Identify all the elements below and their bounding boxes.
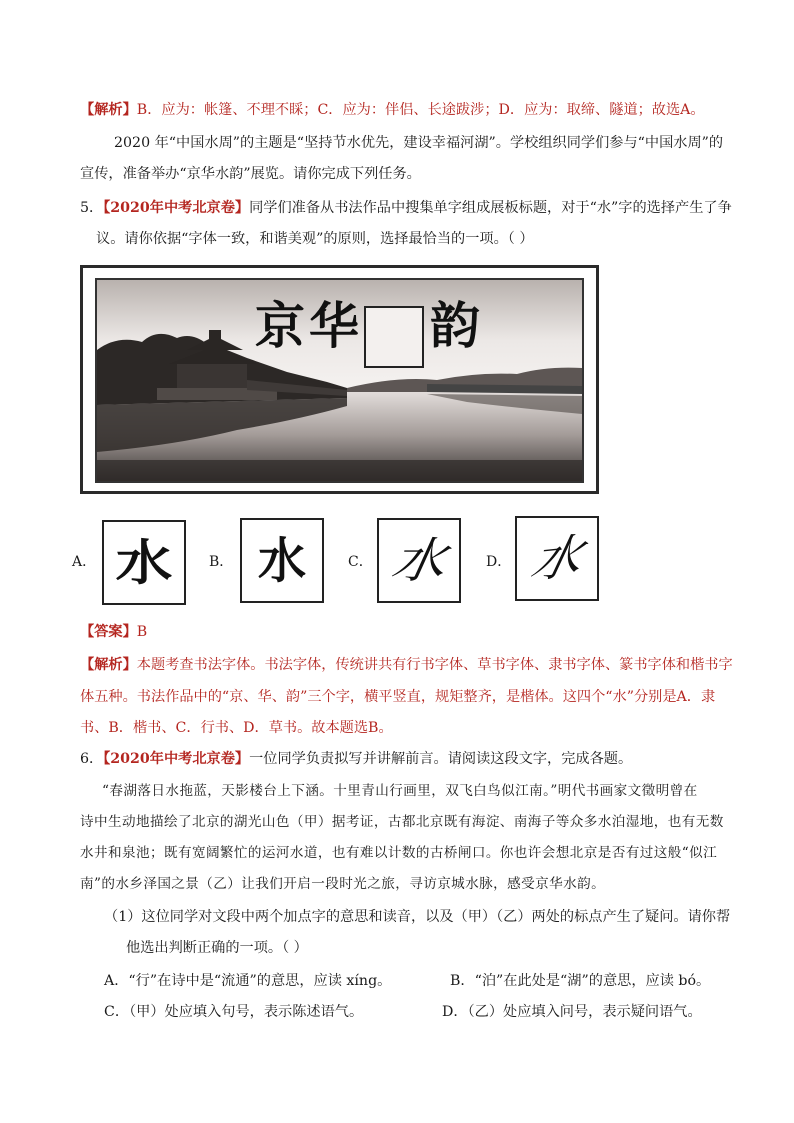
passage-line-1: “春湖落日水拖蓝，天影楼台上下涵。十里青山行画里，双飞白鸟似江南。”明代书画家文徵明曾在 <box>102 783 698 799</box>
q6-choice-c[interactable]: C．（甲）处应填入句号，表示陈述语气。 <box>104 1004 364 1020</box>
analysis-tag: 【解析】 <box>80 657 137 673</box>
q5-analysis-3: 书、B．楷书、C．行书、D．草书。故本题选B。 <box>80 720 393 736</box>
passage-line-4: 南”的水乡泽国之景（乙）让我们开启一段时光之旅，寻访京城水脉，感受京华水韵。 <box>80 876 606 892</box>
q5-answer <box>80 622 147 642</box>
banner-char-2: 华 <box>309 297 359 355</box>
banner-char-1: 京 <box>255 297 305 355</box>
option-b-box[interactable] <box>240 518 324 603</box>
q5-number: 5． <box>80 200 104 216</box>
banner-photo <box>95 278 584 483</box>
q5-analysis-2: 体五种。书法作品中的“京、华、韵”三个字，横平竖直，规矩整齐，是楷体。这四个“水”分别是A．隶 <box>80 689 716 705</box>
answer-tag: 【答案】 <box>80 624 137 640</box>
option-a-letter: A． <box>72 554 97 570</box>
option-c-letter: C． <box>348 554 373 570</box>
option-d-char: 水 <box>526 528 588 589</box>
q6-sub1-line-1: （1）这位同学对文段中两个加点字的意思和读音，以及（甲）（乙）两处的标点产生了疑问。请你帮 <box>104 909 731 925</box>
analysis-text-1: 本题考查书法字体。书法字体，传统讲共有行书字体、草书字体、隶书字体、篆书字体和楷书字 <box>136 657 733 673</box>
analysis-tag: 【解析】 <box>80 102 137 118</box>
q6-choice-b[interactable]: B．“泊”在此处是“湖”的意思，应读 bó。 <box>450 973 711 989</box>
q6-sub1-line-2: 他选出判断正确的一项。（ ） <box>126 940 308 956</box>
option-b-letter: B． <box>209 554 234 570</box>
option-c-char: 水 <box>387 532 451 589</box>
prev-analysis-text: B．应为：帐篷、不理不睬；C．应为：伴侣、长途跋涉；D．应为：取缔、隧道；故选A。 <box>136 102 705 118</box>
q6-choice-a[interactable]: A．“行”在诗中是“流通”的意思，应读 xíng。 <box>104 973 392 989</box>
banner-title <box>97 294 582 364</box>
q5-analysis-1 <box>80 655 733 675</box>
option-d-box[interactable] <box>515 516 599 601</box>
option-a-char: 水 <box>115 534 173 591</box>
q5-stem-1: 同学们准备从书法作品中搜集单字组成展板标题，对于“水”字的选择产生了争 <box>249 200 732 216</box>
intro-line-1: 2020 年“中国水周”的主题是“坚持节水优先，建设幸福河湖”。学校组织同学们参与“中国水周”的 <box>114 135 724 151</box>
banner-blank-box <box>364 306 424 368</box>
passage-line-3: 水井和泉池；既有宽阔繁忙的运河水道，也有难以计数的古桥闸口。你也许会想北京是否有过这般“似江 <box>80 845 718 861</box>
q5-source: 【2020年中考北京卷】 <box>103 200 250 216</box>
prev-analysis <box>80 100 705 120</box>
banner-char-3: 韵 <box>430 297 480 355</box>
passage-line-2: 诗中生动地描绘了北京的湖光山色（甲）据考证，古都北京既有海淀、南海子等众多水泊湿地，也有无数 <box>80 814 724 830</box>
q6-source: 【2020年中考北京卷】 <box>103 751 250 767</box>
q6-line-1 <box>80 749 632 769</box>
q5-line-2: 议。请你依据“字体一致，和谐美观”的原则，选择最恰当的一项。（ ） <box>96 231 534 247</box>
q6-choice-d[interactable]: D．（乙）处应填入问号，表示疑问语气。 <box>442 1004 702 1020</box>
intro-line-2: 宣传，准备举办“京华水韵”展览。请你完成下列任务。 <box>80 166 421 182</box>
answer-value: B <box>136 624 148 640</box>
option-b-char: 水 <box>257 532 306 589</box>
q6-number: 6． <box>80 751 104 767</box>
q5-line-1 <box>80 198 732 218</box>
option-c-box[interactable] <box>377 518 461 603</box>
option-d-letter: D． <box>486 554 512 570</box>
option-a-box[interactable] <box>102 520 186 605</box>
q6-stem: 一位同学负责拟写并讲解前言。请阅读这段文字，完成各题。 <box>249 751 633 767</box>
